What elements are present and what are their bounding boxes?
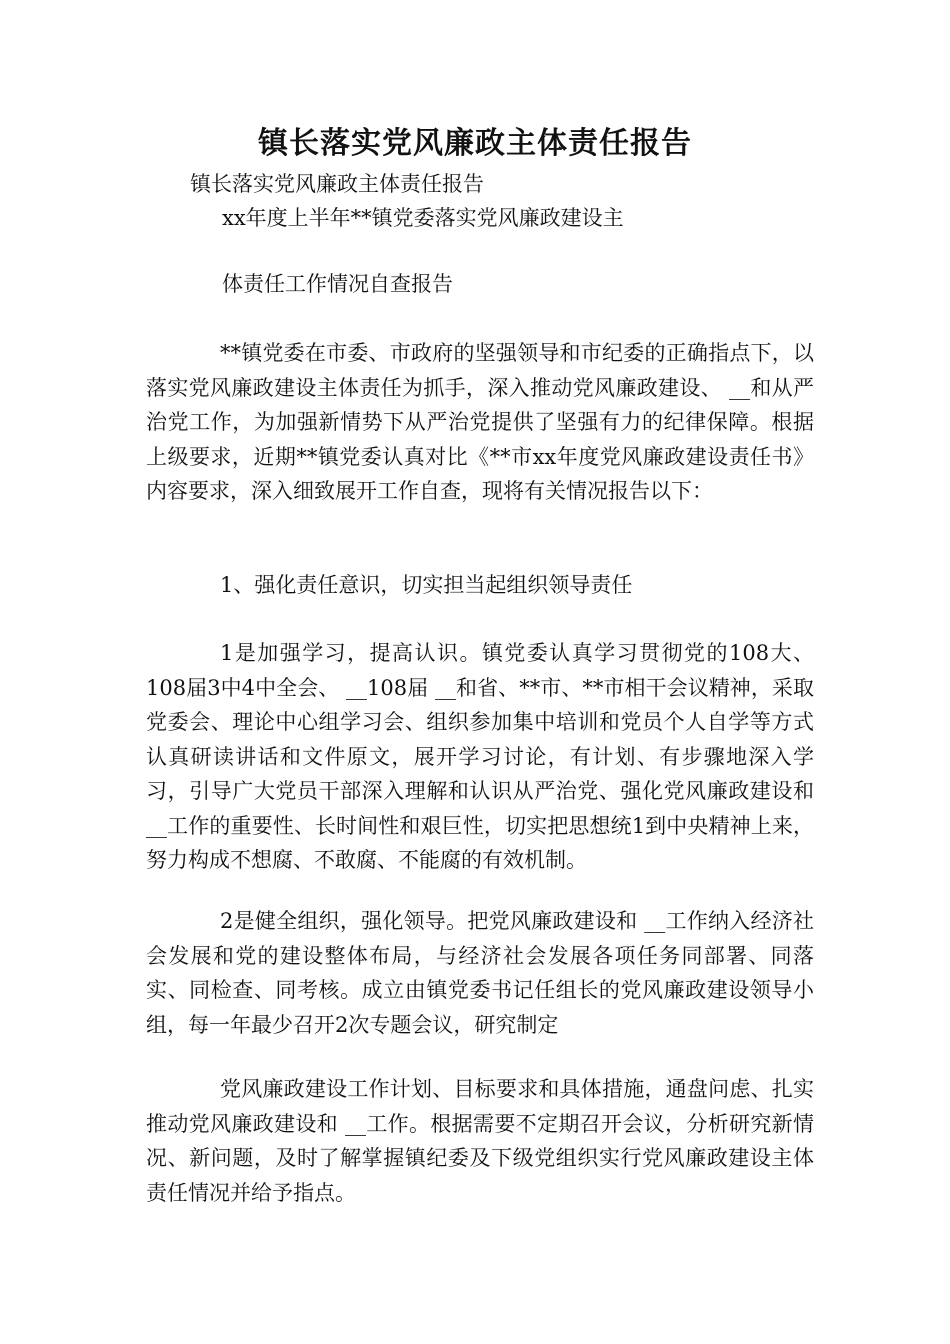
report-title-line-2: 体责任工作情况自查报告	[222, 272, 453, 296]
report-title-line-1: xx年度上半年**镇党委落实党风廉政建设主	[222, 206, 624, 230]
document-subtitle: 镇长落实党风廉政主体责任报告	[190, 172, 484, 196]
section-heading: 1、强化责任意识，切实担当起组织领导责任	[220, 573, 633, 597]
paragraph-study: 1是加强学习，提高认识。镇党委认真学习贯彻党的108大、108届3中4中全会、 __108届 __和省、**市、**市相干会议精神，采取党委会、理论中心组学习会、组织参加集中培训和党员个人自学等方式认真研读讲话和文件原文，展开学习讨论，有计划、有步骤地深入学习，引导广大党员干部深入理解和认识从严治党、强化党风廉政建设和 __工作的重要性、长时间性和艰巨性，切实把思想统1到中央精神上来，努力构成不想腐、不敢腐、不能腐的有效机制。	[146, 641, 814, 872]
paragraph-organization: 2是健全组织，强化领导。把党风廉政建设和 __工作纳入经济社会发展和党的建设整体布局，与经济社会发展各项任务同部署、同落实、同检查、同考核。成立由镇党委书记任组长的党风廉政建设领导小组，每一年最少召开2次专题会议，研究制定	[146, 909, 814, 1037]
paragraph-intro: **镇党委在市委、市政府的坚强领导和市纪委的正确指点下，以落实党风廉政建设主体责任为抓手，深入推动党风廉政建设、 __和从严治党工作，为加强新情势下从严治党提供了坚强有力的纪律保障。根据上级要求，近期**镇党委认真对比《**市xx年度党风廉政建设责任书》内容要求，深入细致展开工作自查，现将有关情况报告以下：	[146, 341, 814, 503]
paragraph-planning: 党风廉政建设工作计划、目标要求和具体措施，通盘问虑、扎实推动党风廉政建设和 __工作。根据需要不定期召开会议，分析研究新情况、新问题，及时了解掌握镇纪委及下级党组织实行党风廉政建设主体责任情况并给予指点。	[146, 1077, 814, 1205]
document-title: 镇长落实党风廉政主体责任报告	[258, 126, 692, 161]
